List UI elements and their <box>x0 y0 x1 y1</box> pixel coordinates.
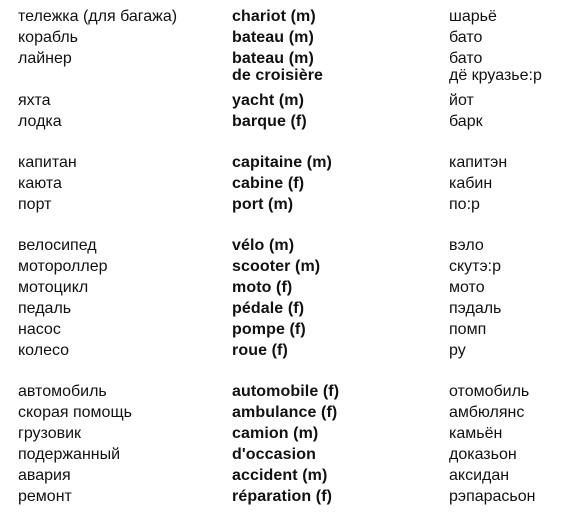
russian-word: каюта <box>18 175 62 192</box>
russian-word: колесо <box>18 342 70 359</box>
transliteration: доказьон <box>449 446 517 463</box>
french-word: d'occasion <box>232 446 316 463</box>
transliteration: барк <box>449 113 483 130</box>
french-word: de croisière <box>232 67 324 84</box>
french-word: camion (m) <box>232 425 319 442</box>
vocab-row <box>0 7 578 27</box>
russian-word: тележка (для багажа) <box>18 8 178 25</box>
french-word: port (m) <box>232 196 294 213</box>
french-word: roue (f) <box>232 342 288 359</box>
transliteration: дё круазье:р <box>449 67 542 84</box>
vocab-row <box>0 382 578 402</box>
vocab-row <box>0 320 578 340</box>
russian-word: насос <box>18 321 61 338</box>
transliteration: мото <box>449 279 485 296</box>
transliteration: скутэ:р <box>449 258 502 275</box>
vocab-row <box>0 278 578 298</box>
transliteration: аксидан <box>449 467 510 484</box>
vocab-row <box>0 66 578 86</box>
transliteration: бато <box>449 50 483 67</box>
french-word: barque (f) <box>232 113 307 130</box>
vocab-row <box>0 257 578 277</box>
vocab-row <box>0 403 578 423</box>
russian-word: педаль <box>18 300 72 317</box>
transliteration: пэдаль <box>449 300 502 317</box>
russian-word: мотороллер <box>18 258 108 275</box>
french-word: accident (m) <box>232 467 328 484</box>
french-word: pompe (f) <box>232 321 306 338</box>
russian-word: скорая помощь <box>18 404 132 421</box>
russian-word: лодка <box>18 113 62 130</box>
vocab-row <box>0 112 578 132</box>
french-word: ambulance (f) <box>232 404 338 421</box>
transliteration: шарьё <box>449 8 497 25</box>
vocab-row <box>0 424 578 444</box>
french-word: automobile (f) <box>232 383 340 400</box>
russian-word: авария <box>18 467 71 484</box>
transliteration: кабин <box>449 175 493 192</box>
russian-word: мотоцикл <box>18 279 89 296</box>
russian-word: автомобиль <box>18 383 107 400</box>
french-word: chariot (m) <box>232 8 316 25</box>
transliteration: по:р <box>449 196 480 213</box>
vocab-row <box>0 153 578 173</box>
transliteration: помп <box>449 321 487 338</box>
vocab-row <box>0 174 578 194</box>
french-word: bateau (m) <box>232 50 314 67</box>
vocab-row <box>0 195 578 215</box>
french-word: yacht (m) <box>232 92 305 109</box>
russian-word: порт <box>18 196 52 213</box>
vocab-row <box>0 299 578 319</box>
transliteration: капитэн <box>449 154 508 171</box>
transliteration: бато <box>449 29 483 46</box>
transliteration: ру <box>449 342 466 359</box>
vocab-row <box>0 91 578 111</box>
transliteration: камьён <box>449 425 503 442</box>
vocab-row <box>0 487 578 507</box>
russian-word: капитан <box>18 154 77 171</box>
transliteration: амбюлянс <box>449 404 525 421</box>
russian-word: ремонт <box>18 488 72 505</box>
russian-word: корабль <box>18 29 78 46</box>
vocab-row <box>0 341 578 361</box>
french-word: réparation (f) <box>232 488 333 505</box>
russian-word: грузовик <box>18 425 82 442</box>
french-word: scooter (m) <box>232 258 321 275</box>
vocab-row <box>0 445 578 465</box>
russian-word: велосипед <box>18 237 97 254</box>
russian-word: яхта <box>18 92 51 109</box>
vocab-row <box>0 236 578 256</box>
french-word: pédale (f) <box>232 300 305 317</box>
transliteration: йот <box>449 92 474 109</box>
french-word: bateau (m) <box>232 29 314 46</box>
vocab-row <box>0 28 578 48</box>
russian-word: подержанный <box>18 446 121 463</box>
french-word: moto (f) <box>232 279 293 296</box>
transliteration: отомобиль <box>449 383 530 400</box>
transliteration: вэло <box>449 237 484 254</box>
transliteration: рэпарасьон <box>449 488 536 505</box>
russian-word: лайнер <box>18 50 72 67</box>
french-word: capitaine (m) <box>232 154 332 171</box>
vocab-row <box>0 466 578 486</box>
french-word: cabine (f) <box>232 175 305 192</box>
french-word: vélo (m) <box>232 237 295 254</box>
